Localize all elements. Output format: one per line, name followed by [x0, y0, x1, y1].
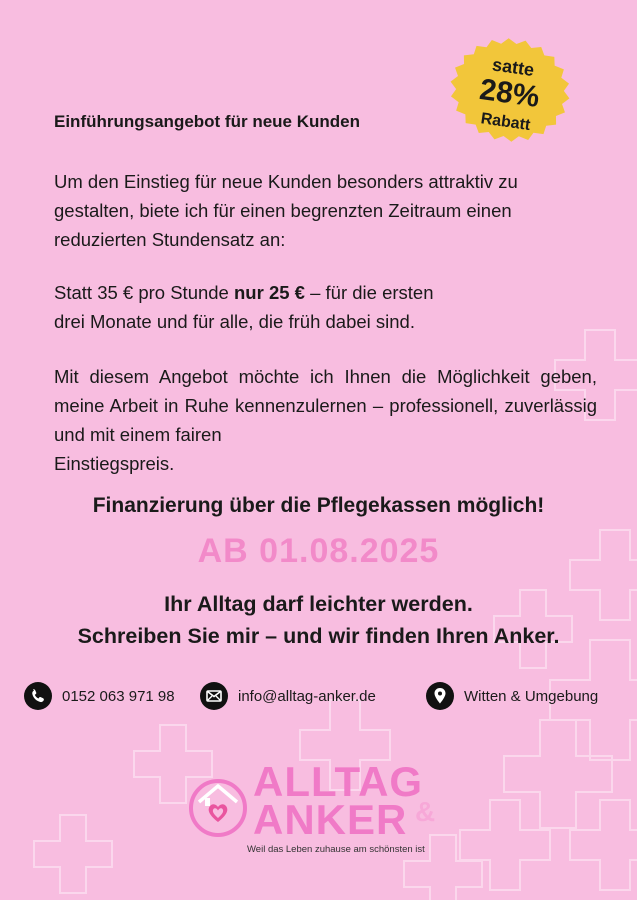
logo-ampersand: &: [415, 796, 436, 827]
price-highlight: nur 25 €: [234, 282, 305, 303]
contact-location[interactable]: [426, 680, 598, 712]
logo-word-alltag: ALLTAG: [253, 758, 424, 805]
price-suffix: – für die ersten: [304, 282, 434, 303]
discount-badge: [440, 30, 580, 150]
start-date: AB 01.08.2025: [197, 532, 440, 570]
offer-heading: Einführungsangebot für neue Kunden: [54, 112, 360, 131]
closing-main: Mit diesem Angebot möchte ich Ihnen die Möglichkeit geben, meine Arbeit in Ruhe kennenzulernen – professionell, zuverlässig und mit einem fairen: [54, 366, 597, 445]
house-heart-icon: [185, 772, 251, 838]
logo-tagline: Weil das Leben zuhause am schönsten ist: [247, 844, 425, 855]
price-prefix: Statt 35 € pro Stunde: [54, 282, 234, 303]
closing-last-line: Einstiegspreis.: [54, 453, 175, 474]
mail-icon: [200, 682, 228, 710]
phone-number: 0152 063 971 98: [62, 687, 175, 705]
offer-price-paragraph: [54, 278, 594, 336]
financing-note: Finanzierung über die Pflegekassen möglich!: [92, 494, 545, 517]
offer-paragraph-intro: Um den Einstieg für neue Kunden besonders attraktiv zu gestalten, biete ich für einen begrenzten Zeitraum einen reduzierten Stundensatz an:: [54, 171, 518, 250]
badge-line-rabatt: Rabatt: [479, 110, 532, 135]
email-address: info@alltag-anker.de: [238, 687, 376, 705]
badge-percent: 28%: [477, 72, 542, 114]
contact-phone[interactable]: [24, 680, 175, 712]
claim-line-1: Ihr Alltag darf leichter werden.: [164, 592, 473, 616]
claim-line-2: Schreiben Sie mir – und wir finden Ihren Anker.: [77, 624, 560, 648]
location-text: Witten & Umgebung: [464, 687, 599, 705]
badge-line-satte: satte: [490, 54, 536, 81]
logo-word-anker: ANKER: [253, 796, 408, 843]
location-pin-icon: [426, 682, 454, 710]
contact-email[interactable]: [200, 680, 376, 712]
offer-paragraph-closing: [54, 362, 597, 478]
brand-logo: [185, 760, 445, 860]
phone-icon: [24, 682, 52, 710]
price-line2: drei Monate und für alle, die früh dabei sind.: [54, 311, 415, 332]
